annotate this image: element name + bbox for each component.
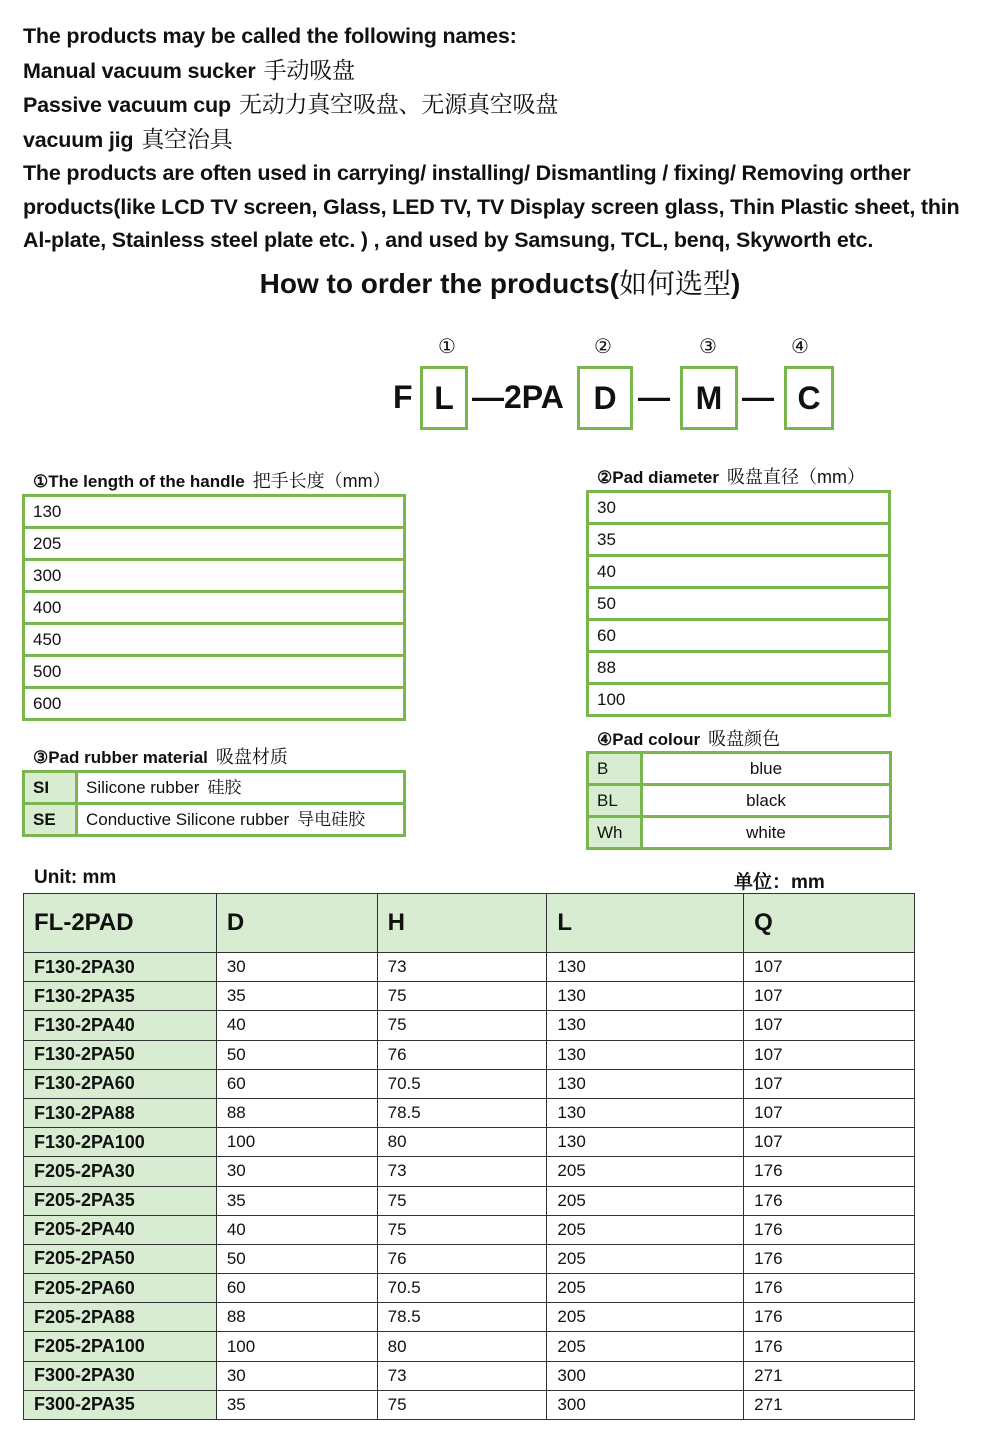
name-en: vacuum jig	[23, 127, 134, 152]
handle-label-cn: 把手长度（mm）	[252, 471, 391, 491]
table-cell: 176	[744, 1332, 915, 1361]
model-cell: F130-2PA35	[24, 982, 217, 1011]
table-row	[24, 1098, 915, 1127]
code-dash: —	[742, 379, 774, 415]
intro-text	[23, 20, 998, 258]
table-cell: 35	[216, 1390, 377, 1419]
table-cell: 60	[216, 1069, 377, 1098]
table-cell: 35	[216, 982, 377, 1011]
table-cell: 73	[377, 1157, 547, 1186]
table-cell: 130	[547, 1128, 744, 1157]
table-cell: 107	[744, 1040, 915, 1069]
table-cell: 205	[547, 1332, 744, 1361]
table-cell: 78.5	[377, 1303, 547, 1332]
table-cell: 300	[547, 1361, 744, 1390]
intro-line: products(like LCD TV screen, Glass, LED TV, TV Display screen glass, Thin Plastic sheet, thin	[23, 194, 960, 219]
name-en: Passive vacuum cup	[23, 93, 231, 117]
title-cn: 如何选型	[618, 268, 731, 299]
code-dash: —	[638, 379, 670, 415]
table-cell: 35	[216, 1186, 377, 1215]
list-item: 40	[589, 554, 888, 586]
table-cell: 75	[377, 1215, 547, 1244]
table-cell: 176	[744, 1215, 915, 1244]
model-cell: F205-2PA88	[24, 1303, 217, 1332]
colour-code: Wh	[589, 818, 643, 847]
table-cell: 271	[744, 1390, 915, 1419]
table-cell: 40	[216, 1011, 377, 1040]
model-cell: F130-2PA50	[24, 1040, 217, 1069]
table-cell: 100	[216, 1128, 377, 1157]
list-item	[589, 754, 889, 783]
table-cell: 80	[377, 1332, 547, 1361]
unit-label-cn: 单位：mm	[734, 872, 825, 893]
list-item	[589, 815, 889, 847]
table-row	[24, 1303, 915, 1332]
table-cell: 100	[216, 1332, 377, 1361]
table-row	[24, 1332, 915, 1361]
table-cell: 75	[377, 1011, 547, 1040]
handle-label	[33, 467, 391, 493]
diameter-label-en: ②Pad diameter	[597, 468, 720, 487]
table-cell: 80	[377, 1128, 547, 1157]
table-cell: 130	[547, 1098, 744, 1127]
marker-2: ②	[594, 336, 612, 358]
table-cell: 130	[547, 1040, 744, 1069]
list-item: 205	[25, 526, 403, 558]
table-row	[24, 1157, 915, 1186]
table-cell: 130	[547, 1011, 744, 1040]
table-row	[24, 953, 915, 982]
table-cell: 60	[216, 1274, 377, 1303]
table-cell: 205	[547, 1215, 744, 1244]
table-row	[24, 1040, 915, 1069]
list-item: 400	[25, 590, 403, 622]
table-cell: 176	[744, 1244, 915, 1273]
list-item	[25, 802, 403, 834]
table-cell: 107	[744, 1098, 915, 1127]
name-en: Manual vacuum sucker	[23, 58, 256, 83]
intro-line	[23, 88, 998, 123]
material-label-en: ③Pad rubber material	[33, 748, 208, 767]
model-cell: F130-2PA60	[24, 1069, 217, 1098]
spec-table	[23, 893, 915, 1420]
list-item: 88	[589, 650, 888, 682]
code-box-colour: C	[784, 366, 834, 430]
list-item: 100	[589, 682, 888, 714]
marker-4: ④	[791, 336, 809, 358]
marker-3: ③	[699, 336, 717, 358]
table-header-row	[24, 894, 915, 953]
table-cell: 88	[216, 1303, 377, 1332]
table-cell: 205	[547, 1303, 744, 1332]
marker-1: ①	[438, 336, 456, 358]
list-item: 30	[597, 498, 616, 517]
table-cell: 205	[547, 1186, 744, 1215]
list-item: 35	[589, 522, 888, 554]
material-name	[78, 805, 403, 834]
table-cell: 130	[547, 982, 744, 1011]
list-item: 600	[25, 686, 403, 718]
list-item: 300	[25, 558, 403, 590]
model-cell: F130-2PA88	[24, 1098, 217, 1127]
table-row	[24, 1274, 915, 1303]
material-label	[33, 743, 288, 769]
model-cell: F300-2PA35	[24, 1390, 217, 1419]
model-cell: F130-2PA100	[24, 1128, 217, 1157]
table-cell: 205	[547, 1274, 744, 1303]
table-cell: 78.5	[377, 1098, 547, 1127]
table-cell: 107	[744, 982, 915, 1011]
colour-name: blue	[749, 759, 783, 778]
title-en: How to order the products(	[259, 268, 619, 299]
intro-line	[23, 123, 998, 158]
table-cell: 176	[744, 1274, 915, 1303]
list-item: 450	[25, 622, 403, 654]
table-row	[24, 1069, 915, 1098]
unit-label: Unit: mm	[34, 867, 117, 888]
code-prefix: F	[393, 379, 413, 415]
model-cell: F205-2PA35	[24, 1186, 217, 1215]
colour-code: B	[589, 754, 643, 783]
list-item	[589, 783, 889, 815]
table-cell: 70.5	[377, 1069, 547, 1098]
material-name-cn: 导电硅胶	[297, 810, 366, 829]
table-row	[24, 1361, 915, 1390]
table-cell: 50	[216, 1244, 377, 1273]
list-item: 60	[589, 618, 888, 650]
list-item	[25, 773, 403, 802]
colour-name: black	[746, 791, 786, 810]
material-name-cn: 硅胶	[207, 778, 242, 797]
page-title	[0, 262, 1000, 302]
table-cell: 75	[377, 1186, 547, 1215]
model-cell: F205-2PA40	[24, 1215, 217, 1244]
table-cell: 107	[744, 1069, 915, 1098]
handle-label-en: ①The length of the handle	[33, 472, 245, 491]
table-cell: 176	[744, 1186, 915, 1215]
table-cell: 30	[216, 1157, 377, 1186]
table-row	[24, 1390, 915, 1419]
name-cn: 无动力真空吸盘、无源真空吸盘	[238, 91, 559, 117]
column-header: H	[377, 894, 547, 953]
colour-label-en: ④Pad colour	[597, 730, 701, 749]
colour-label-cn: 吸盘颜色	[708, 729, 781, 749]
table-cell: 76	[377, 1244, 547, 1273]
code-box-material: M	[680, 366, 738, 430]
intro-line: Al-plate, Stainless steel plate etc. ) , and used by Samsung, TCL, benq, Skyworth etc.	[23, 228, 874, 252]
diameter-label-cn: 吸盘直径（mm）	[727, 467, 866, 487]
material-options	[22, 770, 406, 837]
material-name-en: Silicone rubber	[86, 778, 200, 797]
table-row	[24, 1128, 915, 1157]
colour-options	[586, 751, 892, 850]
model-cell: F130-2PA40	[24, 1011, 217, 1040]
table-cell: 73	[377, 1361, 547, 1390]
table-cell: 205	[547, 1244, 744, 1273]
model-cell: F205-2PA30	[24, 1157, 217, 1186]
table-cell: 130	[547, 1069, 744, 1098]
table-cell: 130	[547, 953, 744, 982]
table-cell: 75	[377, 1390, 547, 1419]
table-cell: 73	[377, 953, 547, 982]
table-cell: 205	[547, 1157, 744, 1186]
intro-line	[23, 54, 998, 89]
column-header: FL-2PAD	[24, 894, 217, 953]
model-cell: F300-2PA30	[24, 1361, 217, 1390]
diameter-label	[597, 463, 865, 489]
column-header: D	[216, 894, 377, 953]
table-cell: 50	[216, 1040, 377, 1069]
material-name	[78, 773, 403, 802]
table-cell: 30	[216, 953, 377, 982]
code-box-handle: L	[420, 366, 468, 430]
list-item: 50	[589, 586, 888, 618]
handle-options	[22, 494, 406, 721]
table-row	[24, 1186, 915, 1215]
table-cell: 176	[744, 1303, 915, 1332]
material-code: SE	[25, 805, 78, 834]
table-cell: 176	[744, 1157, 915, 1186]
table-cell: 76	[377, 1040, 547, 1069]
list-item: 130	[33, 502, 62, 521]
table-row	[24, 982, 915, 1011]
list-item: 500	[25, 654, 403, 686]
material-code: SI	[25, 773, 78, 802]
table-cell: 271	[744, 1361, 915, 1390]
table-row	[24, 1244, 915, 1273]
material-label-cn: 吸盘材质	[215, 747, 288, 767]
title-close: )	[731, 268, 741, 299]
colour-code: BL	[589, 786, 643, 815]
table-row	[24, 1215, 915, 1244]
intro-line: The products are often used in carrying/ installing/ Dismantling / fixing/ Removing orther	[23, 161, 911, 185]
colour-name: white	[746, 823, 786, 842]
column-header: Q	[744, 894, 915, 953]
table-cell: 70.5	[377, 1274, 547, 1303]
table-cell: 300	[547, 1390, 744, 1419]
diameter-options	[586, 490, 891, 717]
code-mid: —2PA	[472, 379, 564, 415]
model-cell: F130-2PA30	[24, 953, 217, 982]
table-cell: 75	[377, 982, 547, 1011]
model-cell: F205-2PA50	[24, 1244, 217, 1273]
table-cell: 88	[216, 1098, 377, 1127]
table-cell: 107	[744, 1011, 915, 1040]
name-cn: 手动吸盘	[263, 56, 355, 83]
code-box-diameter: D	[577, 366, 633, 430]
table-cell: 107	[744, 953, 915, 982]
table-row	[24, 1011, 915, 1040]
material-name-en: Conductive Silicone rubber	[86, 810, 290, 829]
table-cell: 30	[216, 1361, 377, 1390]
model-cell: F205-2PA60	[24, 1274, 217, 1303]
table-cell: 40	[216, 1215, 377, 1244]
colour-label	[597, 725, 780, 751]
table-cell: 107	[744, 1128, 915, 1157]
table-body	[24, 953, 915, 1420]
model-cell: F205-2PA100	[24, 1332, 217, 1361]
intro-line: The products may be called the following names:	[23, 24, 517, 48]
name-cn: 真空治具	[141, 125, 233, 152]
column-header: L	[547, 894, 744, 953]
